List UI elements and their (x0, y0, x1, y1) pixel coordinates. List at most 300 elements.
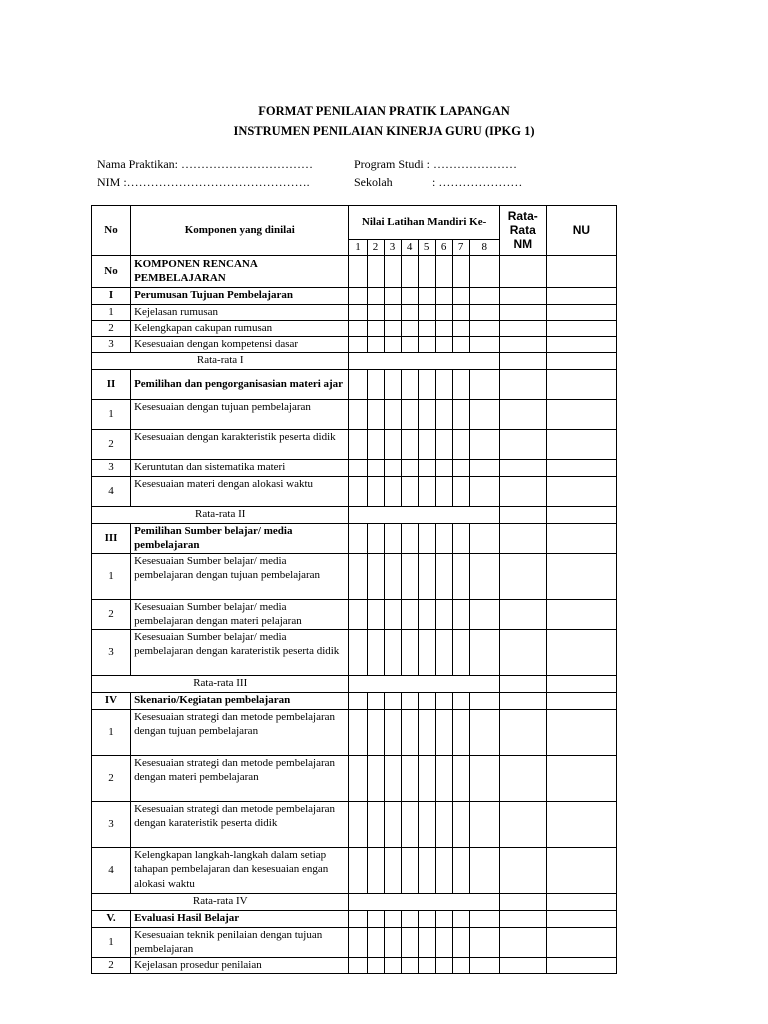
score-cell-3[interactable] (384, 476, 401, 506)
score-cell-1[interactable] (349, 847, 367, 893)
score-cell-5[interactable] (418, 287, 435, 304)
rata-rata-cell[interactable] (499, 692, 546, 709)
score-cell-2[interactable] (367, 476, 384, 506)
rata-rata-cell[interactable] (499, 304, 546, 320)
score-cell-1[interactable] (349, 369, 367, 399)
nu-cell[interactable] (546, 399, 616, 429)
score-cell-4[interactable] (401, 304, 418, 320)
component-text: Kesesuaian Sumber belajar/ media pembelajaran dengan karateristik peserta didik (131, 629, 349, 675)
header-no: No (92, 206, 131, 256)
section-row (92, 255, 617, 287)
score-cell-2[interactable] (367, 336, 384, 352)
score-cell-8[interactable] (469, 429, 499, 459)
average-label: Rata-rata III (92, 675, 349, 692)
score-cell-4[interactable] (401, 847, 418, 893)
score-cell-8[interactable] (469, 709, 499, 755)
nu-cell[interactable] (546, 927, 616, 957)
nu-cell[interactable] (546, 476, 616, 506)
score-cell-3[interactable] (384, 755, 401, 801)
score-cell-4[interactable] (401, 957, 418, 973)
nu-cell[interactable] (546, 506, 616, 523)
nim-field: NIM :………………………………………. (97, 175, 310, 189)
score-cell-7[interactable] (452, 429, 469, 459)
average-row (92, 352, 617, 369)
score-cell-1[interactable] (349, 523, 367, 553)
score-cell-3[interactable] (384, 599, 401, 629)
score-cell-4[interactable] (401, 523, 418, 553)
score-cell-7[interactable] (452, 459, 469, 476)
score-cell-6[interactable] (435, 629, 452, 675)
rata-rata-cell[interactable] (499, 755, 546, 801)
score-cell-8[interactable] (469, 927, 499, 957)
score-cell-7[interactable] (452, 553, 469, 599)
score-cell-1[interactable] (349, 336, 367, 352)
score-cell-1[interactable] (349, 599, 367, 629)
score-cell-2[interactable] (367, 801, 384, 847)
section-row (92, 692, 617, 709)
score-cell-6[interactable] (435, 304, 452, 320)
score-cell-3[interactable] (384, 399, 401, 429)
score-cell-4[interactable] (401, 476, 418, 506)
average-score-cell[interactable] (349, 675, 499, 692)
score-cell-2[interactable] (367, 459, 384, 476)
score-cell-2[interactable] (367, 255, 384, 287)
score-cell-5[interactable] (418, 755, 435, 801)
row-number: 4 (92, 476, 131, 506)
score-cell-1[interactable] (349, 801, 367, 847)
nu-cell[interactable] (546, 429, 616, 459)
score-cell-7[interactable] (452, 523, 469, 553)
score-cell-1[interactable] (349, 304, 367, 320)
score-cell-2[interactable] (367, 320, 384, 336)
score-cell-5[interactable] (418, 399, 435, 429)
score-cell-5[interactable] (418, 429, 435, 459)
score-cell-7[interactable] (452, 927, 469, 957)
score-cell-6[interactable] (435, 927, 452, 957)
row-number: No (92, 255, 131, 287)
section-title: Perumusan Tujuan Pembelajaran (131, 287, 349, 304)
score-cell-8[interactable] (469, 476, 499, 506)
score-cell-7[interactable] (452, 801, 469, 847)
nu-cell[interactable] (546, 755, 616, 801)
score-cell-8[interactable] (469, 755, 499, 801)
row-number: 1 (92, 553, 131, 599)
score-cell-5[interactable] (418, 801, 435, 847)
rata-rata-cell[interactable] (499, 369, 546, 399)
score-cell-1[interactable] (349, 957, 367, 973)
score-cell-7[interactable] (452, 709, 469, 755)
row-number: 1 (92, 304, 131, 320)
header-col-2: 2 (367, 240, 384, 256)
score-cell-6[interactable] (435, 910, 452, 927)
component-text: Kesesuaian Sumber belajar/ media pembelajaran dengan materi pelajaran (131, 599, 349, 629)
rata-rata-cell[interactable] (499, 927, 546, 957)
score-cell-3[interactable] (384, 255, 401, 287)
rata-rata-cell[interactable] (499, 629, 546, 675)
score-cell-6[interactable] (435, 709, 452, 755)
average-label: Rata-rata II (92, 506, 349, 523)
score-cell-8[interactable] (469, 399, 499, 429)
nu-cell[interactable] (546, 459, 616, 476)
section-row (92, 523, 617, 553)
score-cell-1[interactable] (349, 459, 367, 476)
score-cell-6[interactable] (435, 429, 452, 459)
score-cell-8[interactable] (469, 320, 499, 336)
score-cell-3[interactable] (384, 957, 401, 973)
score-cell-3[interactable] (384, 709, 401, 755)
row-number: 2 (92, 957, 131, 973)
rata-rata-cell[interactable] (499, 399, 546, 429)
component-text: Kesesuaian Sumber belajar/ media pembelajaran dengan tujuan pembelajaran (131, 553, 349, 599)
score-cell-8[interactable] (469, 553, 499, 599)
rata-rata-cell[interactable] (499, 287, 546, 304)
score-cell-4[interactable] (401, 399, 418, 429)
score-cell-8[interactable] (469, 692, 499, 709)
score-cell-8[interactable] (469, 459, 499, 476)
score-cell-3[interactable] (384, 304, 401, 320)
score-cell-8[interactable] (469, 629, 499, 675)
score-cell-5[interactable] (418, 957, 435, 973)
score-cell-3[interactable] (384, 801, 401, 847)
score-cell-1[interactable] (349, 476, 367, 506)
sekolah-dots: : ………………… (432, 175, 523, 189)
score-cell-5[interactable] (418, 304, 435, 320)
score-cell-7[interactable] (452, 692, 469, 709)
assessment-table (91, 205, 617, 974)
section-title: Pemilihan Sumber belajar/ media pembelajaran (131, 523, 349, 553)
nu-cell[interactable] (546, 847, 616, 893)
score-cell-2[interactable] (367, 927, 384, 957)
score-cell-6[interactable] (435, 523, 452, 553)
score-cell-6[interactable] (435, 692, 452, 709)
rata-rata-cell[interactable] (499, 320, 546, 336)
table-row (92, 399, 617, 429)
table-row (92, 755, 617, 801)
score-cell-4[interactable] (401, 927, 418, 957)
table-row (92, 429, 617, 459)
score-cell-8[interactable] (469, 957, 499, 973)
score-cell-3[interactable] (384, 429, 401, 459)
score-cell-8[interactable] (469, 255, 499, 287)
score-cell-1[interactable] (349, 927, 367, 957)
score-cell-7[interactable] (452, 599, 469, 629)
rata-rata-cell[interactable] (499, 675, 546, 692)
average-score-cell[interactable] (349, 352, 499, 369)
average-score-cell[interactable] (349, 506, 499, 523)
component-text: Kesesuaian dengan karakteristik peserta didik (131, 429, 349, 459)
average-label: Rata-rata I (92, 352, 349, 369)
score-cell-6[interactable] (435, 369, 452, 399)
rata-rata-cell[interactable] (499, 352, 546, 369)
score-cell-8[interactable] (469, 523, 499, 553)
section-title: Evaluasi Hasil Belajar (131, 910, 349, 927)
rata-rata-cell[interactable] (499, 476, 546, 506)
score-cell-3[interactable] (384, 369, 401, 399)
score-cell-1[interactable] (349, 287, 367, 304)
rata-rata-cell[interactable] (499, 553, 546, 599)
nu-cell[interactable] (546, 304, 616, 320)
score-cell-3[interactable] (384, 910, 401, 927)
score-cell-2[interactable] (367, 369, 384, 399)
nu-cell[interactable] (546, 599, 616, 629)
score-cell-2[interactable] (367, 910, 384, 927)
header-nilai: Nilai Latihan Mandiri Ke- (349, 206, 499, 240)
score-cell-5[interactable] (418, 336, 435, 352)
score-cell-5[interactable] (418, 927, 435, 957)
table-row (92, 957, 617, 973)
component-text: Kejelasan rumusan (131, 304, 349, 320)
score-cell-5[interactable] (418, 847, 435, 893)
rata-rata-cell[interactable] (499, 893, 546, 910)
score-cell-2[interactable] (367, 709, 384, 755)
score-cell-1[interactable] (349, 692, 367, 709)
score-cell-3[interactable] (384, 847, 401, 893)
row-number: 3 (92, 801, 131, 847)
score-cell-8[interactable] (469, 599, 499, 629)
score-cell-6[interactable] (435, 755, 452, 801)
nu-cell[interactable] (546, 709, 616, 755)
score-cell-3[interactable] (384, 459, 401, 476)
average-label: Rata-rata IV (92, 893, 349, 910)
score-cell-4[interactable] (401, 553, 418, 599)
score-cell-5[interactable] (418, 599, 435, 629)
score-cell-6[interactable] (435, 801, 452, 847)
row-number: 4 (92, 847, 131, 893)
section-row (92, 369, 617, 399)
rata-rata-cell[interactable] (499, 957, 546, 973)
header-col-4: 4 (401, 240, 418, 256)
score-cell-4[interactable] (401, 369, 418, 399)
score-cell-3[interactable] (384, 336, 401, 352)
nu-cell[interactable] (546, 336, 616, 352)
score-cell-5[interactable] (418, 629, 435, 675)
score-cell-2[interactable] (367, 399, 384, 429)
score-cell-3[interactable] (384, 692, 401, 709)
row-number: I (92, 287, 131, 304)
score-cell-7[interactable] (452, 336, 469, 352)
component-text: Kelengkapan langkah-langkah dalam setiap tahapan pembelajaran dan kesesuaian engan alokasi waktu (131, 847, 349, 893)
row-number: 3 (92, 459, 131, 476)
score-cell-6[interactable] (435, 553, 452, 599)
rata-rata-cell[interactable] (499, 801, 546, 847)
score-cell-8[interactable] (469, 847, 499, 893)
rata-rata-cell[interactable] (499, 523, 546, 553)
score-cell-2[interactable] (367, 629, 384, 675)
score-cell-8[interactable] (469, 304, 499, 320)
table-row (92, 304, 617, 320)
score-cell-6[interactable] (435, 255, 452, 287)
rata-rata-cell[interactable] (499, 599, 546, 629)
nu-cell[interactable] (546, 801, 616, 847)
score-cell-1[interactable] (349, 910, 367, 927)
rata-rata-cell[interactable] (499, 459, 546, 476)
component-text: Kesesuaian strategi dan metode pembelajaran dengan karateristik peserta didik (131, 801, 349, 847)
score-cell-8[interactable] (469, 801, 499, 847)
row-number: 2 (92, 320, 131, 336)
score-cell-8[interactable] (469, 910, 499, 927)
score-cell-6[interactable] (435, 599, 452, 629)
score-cell-4[interactable] (401, 801, 418, 847)
score-cell-4[interactable] (401, 320, 418, 336)
score-cell-7[interactable] (452, 847, 469, 893)
row-number: 1 (92, 709, 131, 755)
nu-cell[interactable] (546, 910, 616, 927)
score-cell-6[interactable] (435, 847, 452, 893)
score-cell-5[interactable] (418, 255, 435, 287)
score-cell-2[interactable] (367, 523, 384, 553)
nu-cell[interactable] (546, 352, 616, 369)
row-number: 2 (92, 755, 131, 801)
score-cell-7[interactable] (452, 255, 469, 287)
nu-cell[interactable] (546, 255, 616, 287)
score-cell-3[interactable] (384, 523, 401, 553)
table-row (92, 927, 617, 957)
score-cell-5[interactable] (418, 320, 435, 336)
score-cell-1[interactable] (349, 399, 367, 429)
rata-rata-cell[interactable] (499, 429, 546, 459)
score-cell-4[interactable] (401, 692, 418, 709)
score-cell-4[interactable] (401, 755, 418, 801)
nu-cell[interactable] (546, 287, 616, 304)
row-number: 1 (92, 927, 131, 957)
score-cell-4[interactable] (401, 336, 418, 352)
score-cell-4[interactable] (401, 629, 418, 675)
nu-cell[interactable] (546, 629, 616, 675)
score-cell-7[interactable] (452, 476, 469, 506)
score-cell-4[interactable] (401, 599, 418, 629)
score-cell-5[interactable] (418, 553, 435, 599)
score-cell-7[interactable] (452, 755, 469, 801)
document-title: FORMAT PENILAIAN PRATIK LAPANGAN (258, 104, 510, 118)
score-cell-3[interactable] (384, 927, 401, 957)
score-cell-1[interactable] (349, 320, 367, 336)
score-cell-5[interactable] (418, 692, 435, 709)
header-nu: NU (546, 206, 616, 256)
nama-praktikan-field: Nama Praktikan: …………………………… (97, 157, 313, 171)
score-cell-8[interactable] (469, 336, 499, 352)
nu-cell[interactable] (546, 893, 616, 910)
score-cell-5[interactable] (418, 369, 435, 399)
score-cell-1[interactable] (349, 755, 367, 801)
header-row (92, 206, 617, 240)
section-title: Skenario/Kegiatan pembelajaran (131, 692, 349, 709)
nu-cell[interactable] (546, 320, 616, 336)
score-cell-4[interactable] (401, 255, 418, 287)
score-cell-6[interactable] (435, 287, 452, 304)
score-cell-5[interactable] (418, 910, 435, 927)
nu-cell[interactable] (546, 675, 616, 692)
sekolah-label: Sekolah (354, 175, 393, 189)
score-cell-2[interactable] (367, 599, 384, 629)
score-cell-1[interactable] (349, 429, 367, 459)
score-cell-6[interactable] (435, 459, 452, 476)
score-cell-6[interactable] (435, 320, 452, 336)
rata-rata-cell[interactable] (499, 910, 546, 927)
component-text: Kesesuaian dengan kompetensi dasar (131, 336, 349, 352)
rata-rata-cell[interactable] (499, 336, 546, 352)
score-cell-3[interactable] (384, 287, 401, 304)
score-cell-7[interactable] (452, 304, 469, 320)
score-cell-8[interactable] (469, 369, 499, 399)
header-col-7: 7 (452, 240, 469, 256)
score-cell-1[interactable] (349, 553, 367, 599)
score-cell-4[interactable] (401, 287, 418, 304)
header-rata: Rata-Rata NM (499, 206, 546, 256)
score-cell-2[interactable] (367, 692, 384, 709)
table-row (92, 459, 617, 476)
row-number: 1 (92, 399, 131, 429)
score-cell-2[interactable] (367, 304, 384, 320)
score-cell-5[interactable] (418, 523, 435, 553)
score-cell-1[interactable] (349, 255, 367, 287)
average-score-cell[interactable] (349, 893, 499, 910)
score-cell-6[interactable] (435, 957, 452, 973)
score-cell-7[interactable] (452, 369, 469, 399)
score-cell-6[interactable] (435, 336, 452, 352)
table-row (92, 847, 617, 893)
component-text: Kesesuaian dengan tujuan pembelajaran (131, 399, 349, 429)
table-row (92, 553, 617, 599)
row-number: III (92, 523, 131, 553)
score-cell-3[interactable] (384, 553, 401, 599)
score-cell-1[interactable] (349, 709, 367, 755)
score-cell-2[interactable] (367, 957, 384, 973)
score-cell-2[interactable] (367, 847, 384, 893)
rata-rata-cell[interactable] (499, 255, 546, 287)
score-cell-4[interactable] (401, 429, 418, 459)
score-cell-2[interactable] (367, 287, 384, 304)
score-cell-7[interactable] (452, 910, 469, 927)
score-cell-5[interactable] (418, 709, 435, 755)
nu-cell[interactable] (546, 957, 616, 973)
score-cell-7[interactable] (452, 320, 469, 336)
rata-rata-cell[interactable] (499, 709, 546, 755)
score-cell-7[interactable] (452, 957, 469, 973)
score-cell-3[interactable] (384, 320, 401, 336)
component-text: Kejelasan prosedur penilaian (131, 957, 349, 973)
score-cell-2[interactable] (367, 553, 384, 599)
row-number: 2 (92, 429, 131, 459)
score-cell-1[interactable] (349, 629, 367, 675)
score-cell-8[interactable] (469, 287, 499, 304)
header-col-5: 5 (418, 240, 435, 256)
row-number: II (92, 369, 131, 399)
component-text: Kesesuaian teknik penilaian dengan tujuan pembelajaran (131, 927, 349, 957)
score-cell-5[interactable] (418, 476, 435, 506)
score-cell-6[interactable] (435, 399, 452, 429)
rata-rata-cell[interactable] (499, 847, 546, 893)
rata-rata-cell[interactable] (499, 506, 546, 523)
nu-cell[interactable] (546, 369, 616, 399)
nu-cell[interactable] (546, 692, 616, 709)
average-row (92, 675, 617, 692)
score-cell-6[interactable] (435, 476, 452, 506)
nu-cell[interactable] (546, 553, 616, 599)
nu-cell[interactable] (546, 523, 616, 553)
score-cell-4[interactable] (401, 709, 418, 755)
row-number: 3 (92, 336, 131, 352)
score-cell-4[interactable] (401, 459, 418, 476)
score-cell-3[interactable] (384, 629, 401, 675)
score-cell-2[interactable] (367, 429, 384, 459)
score-cell-4[interactable] (401, 910, 418, 927)
component-text: Kelengkapan cakupan rumusan (131, 320, 349, 336)
score-cell-7[interactable] (452, 399, 469, 429)
score-cell-5[interactable] (418, 459, 435, 476)
score-cell-2[interactable] (367, 755, 384, 801)
score-cell-7[interactable] (452, 287, 469, 304)
score-cell-7[interactable] (452, 629, 469, 675)
